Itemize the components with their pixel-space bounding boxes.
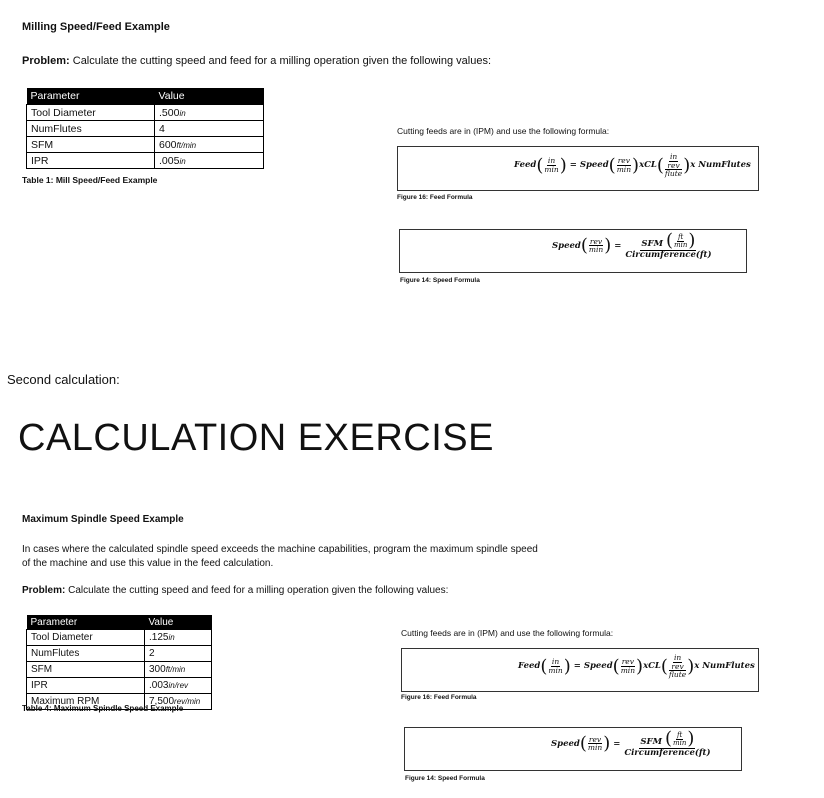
speed-caption: Figure 14: Speed Formula — [400, 277, 480, 284]
value-cell: .125in — [145, 630, 212, 646]
param-cell: NumFlutes — [27, 646, 145, 662]
parameter-table-2 — [26, 615, 212, 710]
table-caption-2: Table 4: Maximum Spindle Speed Example — [22, 704, 184, 713]
problem-label: Problem: — [22, 55, 70, 67]
table-header: Parameter — [27, 88, 155, 105]
table-caption: Table 1: Mill Speed/Feed Example — [22, 175, 158, 185]
value-cell: 4 — [155, 121, 264, 137]
speed-caption-2: Figure 14: Speed Formula — [405, 775, 485, 782]
param-cell: SFM — [27, 137, 155, 153]
table-row — [27, 153, 264, 169]
feed-formula-box-2 — [401, 648, 759, 692]
problem-text: Calculate the cutting speed and feed for a milling operation given the following values: — [65, 585, 449, 596]
feed-formula: Feed ( in min ) = Speed ( rev min ) xCL ( in rev flute ) x NumFlutes — [514, 153, 751, 178]
value-cell: 7,500rev/min — [145, 694, 212, 710]
speed-formula-2: Speed ( rev min ) = SFM ( ft min ) Circumference(ft) — [551, 730, 711, 758]
speed-formula-box — [399, 229, 747, 273]
param-cell: Maximum RPM — [27, 694, 145, 710]
feed-formula-2: Feed ( in min ) = Speed ( rev min ) xCL ( in rev flute ) x NumFlutes — [518, 654, 755, 679]
feed-caption: Figure 16: Feed Formula — [397, 194, 473, 201]
param-cell: SFM — [27, 662, 145, 678]
section2-title: Maximum Spindle Speed Example — [22, 514, 184, 525]
value-cell: 300ft/min — [145, 662, 212, 678]
table-header: Parameter — [27, 615, 145, 630]
problem-label: Problem: — [22, 585, 66, 596]
table-header: Value — [155, 88, 264, 105]
value-cell: .003in/rev — [145, 678, 212, 694]
table-row — [27, 662, 212, 678]
param-cell: Tool Diameter — [27, 105, 155, 121]
feed-formula-box — [397, 146, 759, 191]
table-row — [27, 121, 264, 137]
param-cell: IPR — [27, 678, 145, 694]
value-cell: .500in — [155, 105, 264, 121]
second-calculation-label: Second calculation: — [7, 372, 120, 387]
table-header: Value — [145, 615, 212, 630]
speed-formula: Speed ( rev min ) = SFM ( ft min ) Circumference(ft) — [552, 232, 712, 260]
param-cell: NumFlutes — [27, 121, 155, 137]
section2-problem — [22, 585, 448, 596]
table-row — [27, 137, 264, 153]
table-row — [27, 105, 264, 121]
parameter-table — [26, 88, 264, 169]
speed-formula-box-2 — [404, 727, 742, 771]
table-row — [27, 630, 212, 646]
table-row — [27, 646, 212, 662]
table-header-row — [27, 88, 264, 105]
value-cell: 2 — [145, 646, 212, 662]
feed-intro: Cutting feeds are in (IPM) and use the following formula: — [397, 126, 610, 136]
feed-intro-2: Cutting feeds are in (IPM) and use the following formula: — [401, 628, 614, 638]
exercise-heading: CALCULATION EXERCISE — [18, 417, 494, 459]
table-header-row — [27, 615, 212, 630]
table-row — [27, 678, 212, 694]
param-cell: Tool Diameter — [27, 630, 145, 646]
value-cell: .005in — [155, 153, 264, 169]
value-cell: 600ft/min — [155, 137, 264, 153]
problem-text: Calculate the cutting speed and feed for a milling operation given the following values: — [69, 55, 492, 67]
param-cell: IPR — [27, 153, 155, 169]
section1-problem — [22, 55, 491, 67]
section2-intro: In cases where the calculated spindle speed exceeds the machine capabilities, program the maximum spindle speed of the machine and use this value in the feed calculation. — [22, 544, 538, 569]
feed-caption-2: Figure 16: Feed Formula — [401, 694, 477, 701]
section1-title: Milling Speed/Feed Example — [22, 21, 170, 33]
